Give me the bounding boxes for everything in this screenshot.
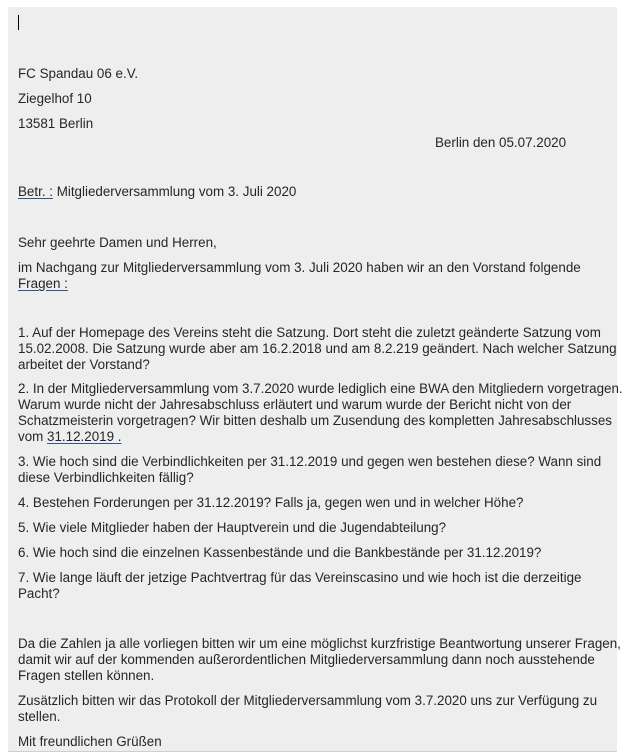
question-line: 6. Wie hoch sind die einzelnen Kassenbestände und die Bankbestände per 31.12.2019?	[18, 545, 542, 560]
date-line: Berlin den 05.07.2020	[435, 135, 567, 150]
question-4	[18, 495, 618, 511]
closing-line: Fragen stellen können.	[18, 668, 155, 683]
question-line: 1. Auf der Homepage des Vereins steht die Satzung. Dort steht die zuletzt geänderte Satzung vom	[18, 325, 601, 340]
sender-street: Ziegelhof 10	[18, 91, 92, 106]
fragen-label: Fragen :	[18, 276, 68, 291]
question-line: diese Verbindlichkeiten fällig?	[18, 470, 194, 485]
closing-line: damit wir auf der kommenden außerordentlichen Mitgliederversammlung dann noch ausstehende	[18, 652, 595, 667]
sender-city: 13581 Berlin	[18, 116, 94, 131]
question-line: 4. Bestehen Forderungen per 31.12.2019? Falls ja, gegen wen und in welcher Höhe?	[18, 495, 524, 510]
question-2-date: 31.12.2019 .	[47, 429, 122, 444]
question-2-prefix: vom	[18, 429, 48, 444]
closing-paragraph-2	[18, 693, 618, 725]
question-line: Pacht?	[18, 586, 60, 601]
question-line: 15.02.2008. Die Satzung wurde aber am 16.2.2018 und am 8.2.219 geändert. Nach welcher Satzung	[18, 341, 617, 356]
subject-line	[18, 184, 296, 200]
intro-line-2	[18, 276, 618, 292]
question-7	[18, 570, 618, 602]
closing-line: stellen.	[18, 709, 61, 724]
salutation: Sehr geehrte Damen und Herren,	[18, 235, 217, 250]
question-5	[18, 520, 618, 536]
question-line: 3. Wie hoch sind die Verbindlichkeiten per 31.12.2019 und gegen wen bestehen diese? Wann sind	[18, 454, 602, 469]
question-line: 7. Wie lange läuft der jetzige Pachtvertrag für das Vereinscasino und wie hoch ist die derzeitige	[18, 570, 582, 585]
question-line: Warum wurde nicht der Jahresabschluss erläutert und warum wurde der Bericht nicht von der	[18, 397, 572, 412]
text-cursor	[18, 15, 19, 30]
question-line: Schatzmeisterin vorgetragen? Wir bitten deshalb um Zusendung des kompletten Jahresabschlusses	[18, 413, 612, 428]
sign-off: Mit freundlichen Grüßen	[18, 734, 162, 749]
closing-line: Zusätzlich bitten wir das Protokoll der Mitgliederversammlung vom 3.7.2020 uns zur Verfügung zu	[18, 693, 598, 708]
closing-paragraph-1	[18, 636, 621, 684]
question-6	[18, 545, 618, 561]
subject-label: Betr. :	[18, 184, 53, 199]
closing-line: Da die Zahlen ja alle vorliegen bitten wir um eine möglichst kurzfristige Beantwortung unserer Fragen,	[18, 636, 621, 651]
document-page[interactable]	[8, 7, 623, 752]
intro-line: im Nachgang zur Mitgliederversammlung vom 3. Juli 2020 haben wir an den Vorstand folgende	[18, 260, 581, 275]
question-2	[18, 381, 623, 445]
question-line: arbeitet der Vorstand?	[18, 357, 150, 372]
sender-name: FC Spandau 06 e.V.	[18, 66, 139, 81]
intro-paragraph	[18, 260, 618, 292]
question-1	[18, 325, 618, 373]
question-line	[18, 429, 618, 445]
question-3	[18, 454, 618, 486]
subject-text: Mitgliederversammlung vom 3. Juli 2020	[52, 184, 297, 199]
question-line: 5. Wie viele Mitglieder haben der Hauptverein und die Jugendabteilung?	[18, 520, 447, 535]
question-line: 2. In der Mitgliederversammlung vom 3.7.2020 wurde lediglich eine BWA den Mitgliedern vorgetragen.	[18, 381, 623, 396]
